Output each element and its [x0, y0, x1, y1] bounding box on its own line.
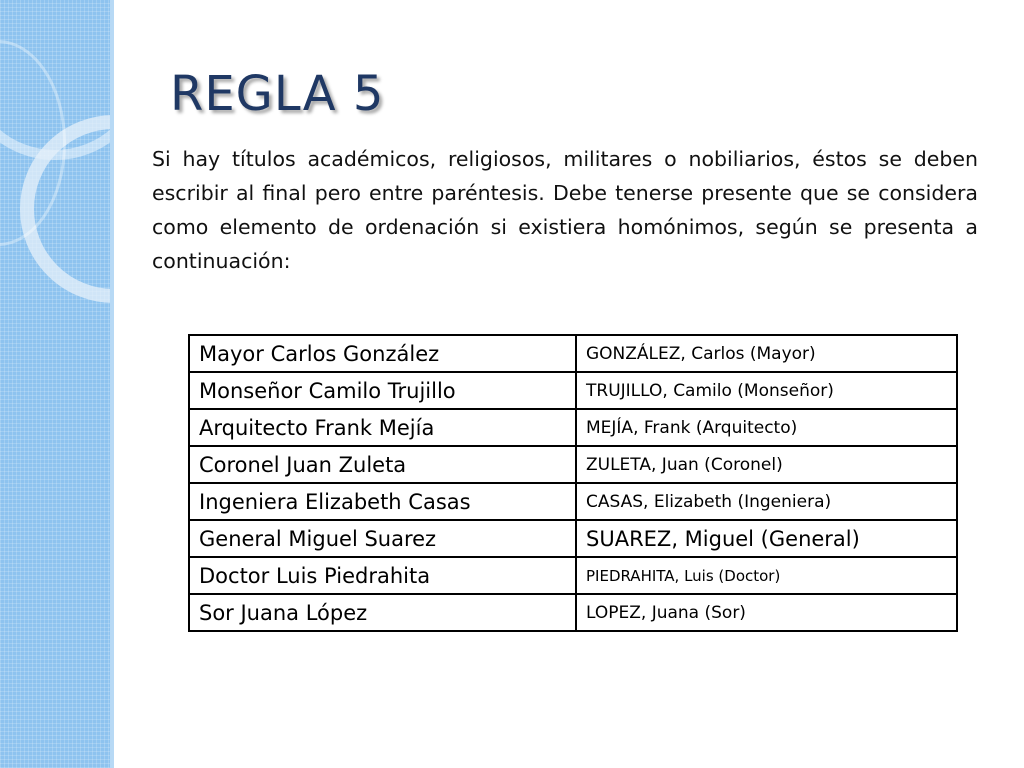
names-table	[188, 334, 958, 632]
ordered-name-cell: MEJÍA, Frank (Arquitecto)	[576, 409, 957, 446]
slide-title: REGLA 5	[170, 66, 385, 122]
intro-paragraph: Si hay títulos académicos, religiosos, militares o nobiliarios, éstos se deben escribir al final pero entre paréntesis. Debe tenerse presente que se considera como elemento de ordenación si existiera homónimos, según se presenta a continuación:	[152, 147, 978, 273]
table-row	[189, 446, 957, 483]
table-row	[189, 335, 957, 372]
original-name-cell: Mayor Carlos González	[189, 335, 576, 372]
ordered-name-cell: LOPEZ, Juana (Sor)	[576, 594, 957, 631]
ordered-name-cell: CASAS, Elizabeth (Ingeniera)	[576, 483, 957, 520]
table-row	[189, 594, 957, 631]
decorative-sidebar	[0, 0, 114, 768]
ordered-name-cell: PIEDRAHITA, Luis (Doctor)	[576, 557, 957, 594]
table-row	[189, 557, 957, 594]
table-row	[189, 409, 957, 446]
sidebar-edge	[110, 0, 114, 768]
ordered-name-cell: ZULETA, Juan (Coronel)	[576, 446, 957, 483]
original-name-cell: Sor Juana López	[189, 594, 576, 631]
original-name-cell: Ingeniera Elizabeth Casas	[189, 483, 576, 520]
original-name-cell: Doctor Luis Piedrahita	[189, 557, 576, 594]
table-row	[189, 483, 957, 520]
ordered-name-cell: TRUJILLO, Camilo (Monseñor)	[576, 372, 957, 409]
original-name-cell: Monseñor Camilo Trujillo	[189, 372, 576, 409]
original-name-cell: General Miguel Suarez	[189, 520, 576, 557]
ordered-name-cell: SUAREZ, Miguel (General)	[576, 520, 957, 557]
table-row	[189, 520, 957, 557]
original-name-cell: Arquitecto Frank Mejía	[189, 409, 576, 446]
table-row	[189, 372, 957, 409]
original-name-cell: Coronel Juan Zuleta	[189, 446, 576, 483]
ordered-name-cell: GONZÁLEZ, Carlos (Mayor)	[576, 335, 957, 372]
